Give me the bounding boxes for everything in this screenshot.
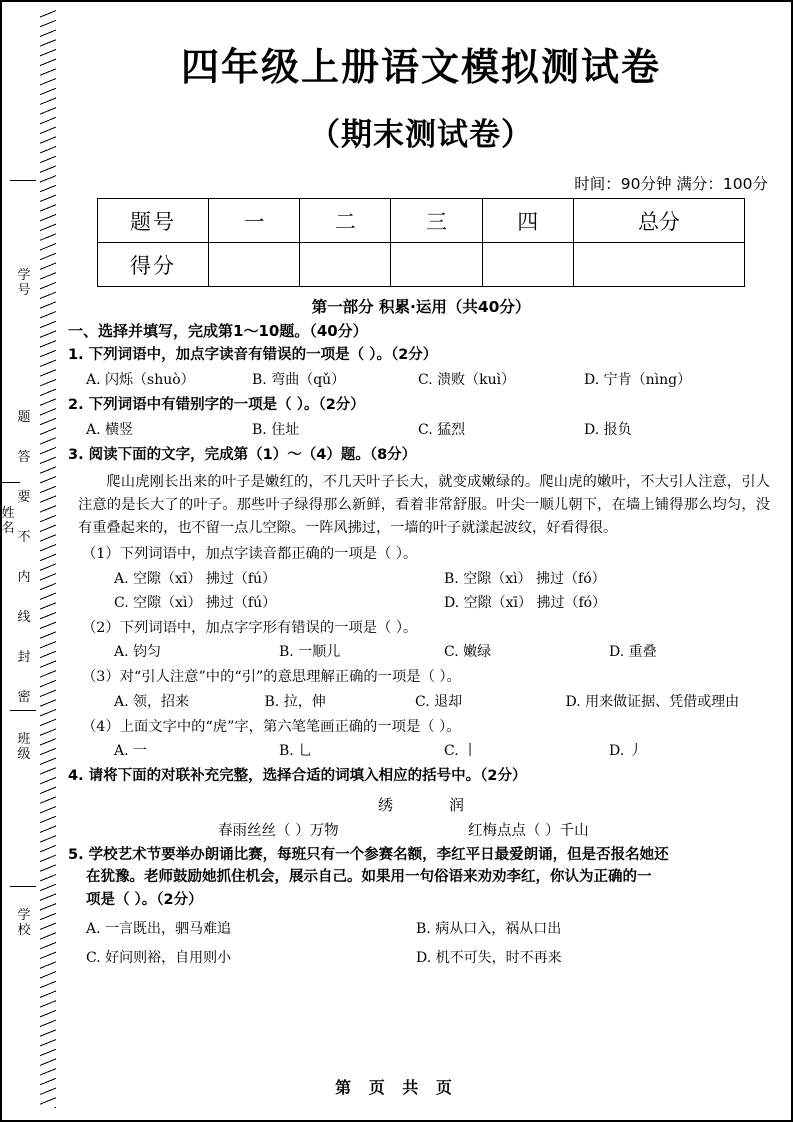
q5-option-a[interactable]: A. 一言既出，驷马难追 [86, 921, 232, 938]
page-subtitle: （期末测试卷） [309, 117, 533, 153]
binding-label-xingming: 姓名 [1, 506, 15, 536]
q2-option-a[interactable]: A. 横竖 [86, 421, 134, 438]
question-1-options [86, 370, 774, 391]
score-header-4: 四 [482, 199, 573, 243]
binding-label-xuehao: 学号 [17, 268, 31, 298]
question-3-stem: 3. 阅读下面的文字，完成第（1）～（4）题。（8分） [68, 446, 417, 463]
q2-option-c[interactable]: C. 猛烈 [418, 421, 466, 438]
binding-strip [1, 10, 58, 1108]
q3-2-option-b[interactable]: B. 一顺儿 [279, 644, 341, 661]
q4-line-1[interactable]: 春雨丝丝（ ）万物 [218, 822, 339, 839]
score-header-label: 题号 [98, 199, 209, 243]
binding-rule-4 [10, 886, 36, 887]
score-header-3: 三 [391, 199, 482, 243]
q3-2-option-c[interactable]: C. 嫩绿 [444, 644, 492, 661]
q3-3-option-c[interactable]: C. 退却 [415, 693, 463, 710]
binding-label-feng: 封 [17, 650, 31, 665]
section-title-1: 一、选择并填写，完成第1～10题。（40分） [68, 322, 368, 340]
score-cell-1[interactable] [209, 243, 300, 287]
q2-option-b[interactable]: B. 住址 [252, 421, 300, 438]
hatch-pattern [40, 10, 56, 1108]
q3-2-option-d[interactable]: D. 重叠 [609, 644, 657, 661]
q4-line-2[interactable]: 红梅点点（ ）千山 [468, 822, 589, 839]
q5-stem-line2: 在犹豫。老师鼓励她抓住机会，展示自己。如果用一句俗语来劝劝李红，你认为正确的一 [86, 869, 652, 886]
q3-1-option-d[interactable]: D. 空隙（xī） 拂过（fó） [444, 594, 607, 611]
score-cell-2[interactable] [300, 243, 391, 287]
q3-3-option-d[interactable]: D. 用来做证据、凭借或理由 [565, 693, 740, 710]
q2-option-d[interactable]: D. 报负 [584, 421, 632, 438]
binding-label-bu: 不 [17, 530, 31, 545]
q5-stem-line3: 项是（ ）。（2分） [86, 891, 203, 908]
page-title: 四年级上册语文模拟测试卷 [180, 45, 661, 89]
score-table [97, 198, 745, 287]
question-3-2-stem: （2）下列词语中，加点字字形有错误的一项是（ ）。 [82, 619, 418, 636]
question-2-stem: 2. 下列词语中有错别字的一项是（ ）。（2分） [68, 396, 365, 413]
score-row-label: 得分 [98, 243, 209, 287]
binding-label-yao: 要 [17, 490, 31, 505]
question-3-4-options [114, 741, 774, 762]
question-3-passage: 爬山虎刚长出来的叶子是嫩红的，不几天叶子长大，就变成嫩绿的。爬山虎的嫩叶，不大引人注意，引人注意的是长大了的叶子。那些叶子绿得那么新鲜，看着非常舒服。叶尖一顺儿朝下，在墙上铺得那么均匀，没有重叠起来的，也不留一点儿空隙。一阵风拂过，一墙的叶子就漾起波纹，好看得很。 [78, 474, 770, 537]
question-3-1-stem: （1）下列词语中，加点字读音都正确的一项是（ ）。 [82, 546, 418, 563]
question-2-options [86, 420, 774, 441]
question-5-options-row2 [86, 948, 774, 969]
score-header-1: 一 [209, 199, 300, 243]
question-1-stem: 1. 下列词语中，加点字读音有错误的一项是（ ）。（2分） [68, 347, 438, 363]
q3-4-option-b[interactable]: B. 乚 [279, 743, 313, 759]
binding-label-banji: 班级 [17, 732, 31, 762]
binding-label-mi: 密 [17, 690, 31, 705]
binding-rule-3 [0, 482, 20, 483]
part-title: 第一部分 积累·运用（共40分） [311, 298, 531, 316]
q5-option-b[interactable]: B. 病从口入，祸从口出 [416, 921, 562, 938]
q3-1-option-c[interactable]: C. 空隙（xì） 拂过（fú） [114, 594, 277, 611]
q1-option-c[interactable]: C. 溃败（kuì） [418, 371, 516, 388]
page-footer: 第 页 共 页 [335, 1078, 458, 1097]
question-3-1-options-row1 [114, 569, 774, 590]
q1-option-d[interactable]: D. 宁肯（nìng） [584, 371, 692, 388]
score-header-2: 二 [300, 199, 391, 243]
q3-2-option-a[interactable]: A. 钧匀 [114, 644, 162, 661]
q4-word-2: 润 [449, 795, 521, 814]
score-cell-4[interactable] [482, 243, 573, 287]
question-3-3-options [114, 692, 774, 713]
q1-option-b[interactable]: B. 弯曲（qǔ） [252, 371, 346, 388]
binding-label-ti: 题 [17, 410, 31, 425]
binding-label-xian: 线 [17, 610, 31, 625]
question-4-wordbank [68, 794, 774, 815]
q5-stem-line1: 5. 学校艺术节要举办朗诵比赛，每班只有一个参赛名额，李红平日最爱朗诵，但是否报名她还 [68, 846, 669, 863]
question-3-4-stem: （4）上面文字中的“虎”字，第六笔笔画正确的一项是（ ）。 [82, 718, 461, 735]
q5-option-d[interactable]: D. 机不可失，时不再来 [416, 950, 562, 967]
question-4-stem: 4. 请将下面的对联补充完整，选择合适的词填入相应的括号中。（2分） [68, 768, 527, 784]
score-cell-total[interactable] [573, 243, 744, 287]
question-3-3-stem: （3）对“引人注意”中的“引”的意思理解正确的一项是（ ）。 [82, 669, 461, 686]
binding-rule [10, 180, 36, 181]
question-5-options-row1 [86, 919, 774, 940]
binding-label-xuexiao: 学校 [17, 908, 31, 938]
question-3-2-options [114, 642, 774, 663]
q3-1-option-a[interactable]: A. 空隙（xī） 拂过（fú） [114, 570, 277, 587]
q4-word-1: 绣 [377, 795, 449, 814]
table-row [98, 243, 745, 287]
binding-label-da: 答 [17, 450, 31, 465]
content-area [68, 20, 774, 969]
q3-3-option-a[interactable]: A. 领，招来 [114, 693, 190, 710]
question-4-lines [68, 819, 774, 840]
q3-4-option-c[interactable]: C. 丨 [444, 743, 478, 759]
binding-label-nei: 内 [17, 570, 31, 585]
binding-rule-2 [10, 710, 36, 711]
q3-4-option-a[interactable]: A. 一 [114, 743, 148, 759]
q3-3-option-b[interactable]: B. 拉，伸 [264, 693, 326, 710]
q3-4-option-d[interactable]: D. 丿 [609, 743, 643, 759]
question-3-1-options-row2 [114, 593, 774, 614]
q1-option-a[interactable]: A. 闪烁（shuò） [86, 371, 195, 388]
table-row [98, 199, 745, 243]
q3-1-option-b[interactable]: B. 空隙（xì） 拂过（fó） [444, 570, 606, 587]
question-5-stem [68, 844, 774, 911]
q5-option-c[interactable]: C. 好问则裕，自用则小 [86, 950, 232, 967]
exam-meta: 时间：90分钟 满分：100分 [574, 175, 768, 193]
score-header-total: 总分 [573, 199, 744, 243]
score-cell-3[interactable] [391, 243, 482, 287]
